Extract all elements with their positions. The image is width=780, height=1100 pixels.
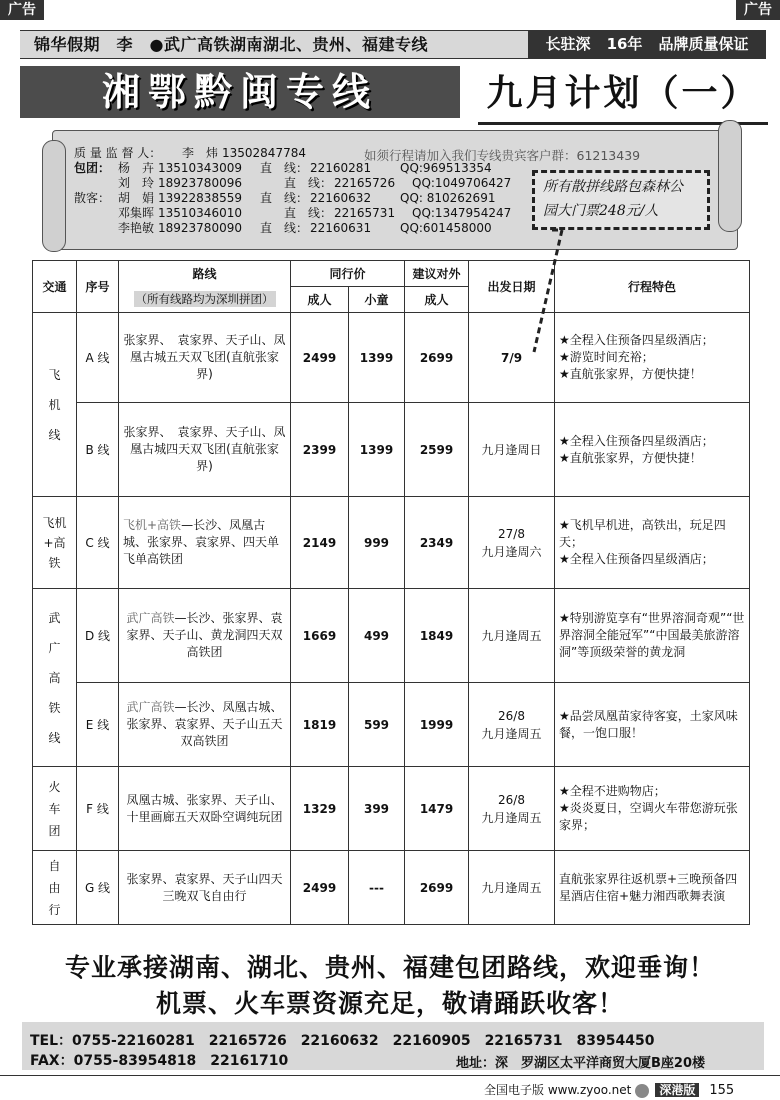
contact-qq: QQ: 810262691 bbox=[400, 191, 496, 205]
header-item-years: 16年 bbox=[606, 35, 643, 53]
adult-price: 2399 bbox=[291, 403, 349, 497]
banner-title: 湘鄂黔闽专线 bbox=[20, 66, 460, 118]
table-row bbox=[33, 403, 750, 497]
slogan-tickets: 机票、火车票资源充足，敬请踊跃收客！ bbox=[155, 989, 624, 1018]
adult-price: 2499 bbox=[291, 313, 349, 403]
scroll-curl-left bbox=[42, 140, 66, 252]
ticket-note-box bbox=[532, 170, 710, 230]
mode-text: 火车团 bbox=[48, 779, 61, 838]
route-text: —长沙、张家界、袁家界、天子山、黄龙洞四天双高铁团 bbox=[126, 611, 283, 659]
table-row bbox=[33, 589, 750, 683]
contact-name: 杨 卉 bbox=[118, 161, 155, 175]
child-price: --- bbox=[349, 851, 405, 925]
mode-cell bbox=[33, 589, 77, 767]
mode-cell bbox=[33, 313, 77, 497]
table-row bbox=[33, 851, 750, 925]
zyoo-logo-icon bbox=[635, 1084, 649, 1098]
child-price: 1399 bbox=[349, 313, 405, 403]
ad-tag-left: 广告 bbox=[0, 0, 44, 20]
route-cell: 张家界、袁家界、天子山四天三晚双飞自由行 bbox=[119, 851, 291, 925]
header-route-note bbox=[119, 287, 291, 313]
contact-phone: 13922838559 bbox=[158, 191, 242, 205]
date-line: 27/8 bbox=[498, 526, 525, 541]
feature-cell bbox=[555, 767, 750, 851]
feature-line: ★全程入住预备四星级酒店； bbox=[559, 333, 714, 347]
route-prefix: 飞机+高铁 bbox=[123, 518, 182, 532]
fax-line bbox=[30, 1050, 288, 1070]
adult-price: 1669 bbox=[291, 589, 349, 683]
route-text: —长沙、凤凰古城、张家界、袁家界、四天单飞单高铁团 bbox=[123, 518, 280, 566]
header-peer-price: 同行价 bbox=[291, 261, 405, 287]
adult-price: 1329 bbox=[291, 767, 349, 851]
mode-text: 飞机+高铁 bbox=[42, 515, 67, 570]
tel-number: 83954450 bbox=[576, 1033, 655, 1049]
header-child: 小童 bbox=[349, 287, 405, 313]
feature-cell bbox=[555, 403, 750, 497]
suggest-price: 1999 bbox=[405, 683, 469, 767]
route-cell bbox=[119, 497, 291, 589]
plan-title: 九月计划（一） bbox=[478, 66, 768, 125]
date-cell bbox=[469, 497, 555, 589]
contact-name: 邓集晖 bbox=[118, 206, 155, 220]
date-cell: 九月逢周五 bbox=[469, 589, 555, 683]
route-cell: 张家界、 袁家界、天子山、凤凰古城四天双飞团(直航张家界) bbox=[119, 403, 291, 497]
header-date: 出发日期 bbox=[469, 261, 555, 313]
contact-phone: 13510343009 bbox=[158, 161, 242, 175]
route-cell bbox=[119, 683, 291, 767]
contact-name: 刘 玲 bbox=[118, 176, 155, 190]
feature-cell bbox=[555, 851, 750, 925]
seq-cell: D 线 bbox=[77, 589, 119, 683]
contact-qq: QQ:1049706427 bbox=[412, 176, 512, 190]
header-item-resident: 长驻深 bbox=[545, 35, 591, 53]
seq-cell: A 线 bbox=[77, 313, 119, 403]
date-line: 26/8 bbox=[498, 792, 525, 807]
direct-label: 直 线： bbox=[260, 221, 309, 235]
child-price: 1399 bbox=[349, 403, 405, 497]
feature-line: ★品尝凤凰苗家待客宴，土家风味餐，一饱口服！ bbox=[559, 708, 738, 740]
contact-qq: QQ:601458000 bbox=[400, 221, 492, 235]
suggest-price: 2699 bbox=[405, 313, 469, 403]
feature-line: ★游览时间充裕； bbox=[559, 350, 654, 364]
seq-cell: E 线 bbox=[77, 683, 119, 767]
date-line: 九月逢周六 bbox=[481, 544, 542, 559]
table-row bbox=[33, 313, 750, 403]
contact-name: 胡 娟 bbox=[118, 191, 155, 205]
header-adult: 成人 bbox=[291, 287, 349, 313]
fax-number: 22161710 bbox=[210, 1053, 289, 1069]
contact-qq: QQ:1347954247 bbox=[412, 206, 512, 220]
child-price: 399 bbox=[349, 767, 405, 851]
feature-line: ★炎炎夏日，空调火车带您游玩张家界； bbox=[559, 801, 738, 832]
header-bar bbox=[20, 30, 766, 59]
contact-phone: 18923780090 bbox=[158, 221, 242, 235]
footer bbox=[484, 1081, 734, 1098]
tel-number: 22165731 bbox=[484, 1033, 563, 1049]
contact-name: 李 炜 bbox=[182, 146, 219, 160]
date-cell bbox=[469, 683, 555, 767]
route-text: —长沙、凤凰古城、张家界、袁家界、天子山五天双高铁团 bbox=[126, 700, 283, 748]
feature-line: ★直航张家界，方便快捷！ bbox=[559, 367, 702, 381]
ticket-note-line: 园大门票248元/人 bbox=[543, 203, 659, 219]
fax-label: FAX：0755-83954818 bbox=[30, 1053, 197, 1069]
slogan-charter: 专业承接湖南、湖北、贵州、福建包团路线，欢迎垂询！ bbox=[64, 953, 715, 982]
header-adult2: 成人 bbox=[405, 287, 469, 313]
suggest-price: 1479 bbox=[405, 767, 469, 851]
date-cell: 九月逢周日 bbox=[469, 403, 555, 497]
suggest-price: 2699 bbox=[405, 851, 469, 925]
contact-direct: 22165731 bbox=[334, 206, 396, 220]
route-cell bbox=[119, 589, 291, 683]
feature-line: ★全程入住预备四星级酒店； bbox=[559, 552, 714, 566]
seq-cell: G 线 bbox=[77, 851, 119, 925]
direct-label: 直 线： bbox=[260, 161, 309, 175]
child-price: 599 bbox=[349, 683, 405, 767]
feature-line: ★直航张家界，方便快捷！ bbox=[559, 450, 702, 465]
header-brand-box bbox=[528, 31, 766, 58]
adult-price: 2499 bbox=[291, 851, 349, 925]
mode-text: 武广高铁线 bbox=[48, 610, 61, 745]
contact-phone: 13502847784 bbox=[222, 146, 306, 160]
contact-phone: 13510346010 bbox=[158, 206, 242, 220]
contact-label: 散客： bbox=[74, 191, 111, 205]
ad-tag-right: 广告 bbox=[736, 0, 780, 20]
feature-cell bbox=[555, 497, 750, 589]
contact-label: 质 量 监 督 人： bbox=[74, 146, 162, 160]
seq-cell: F 线 bbox=[77, 767, 119, 851]
feature-line: ★特别游览享有“世界溶洞奇观”“世界溶洞全能冠军”“中国最美旅游溶洞”等顶级荣誉的黄龙洞 bbox=[559, 611, 745, 659]
tel-number: 22160632 bbox=[300, 1033, 379, 1049]
child-price: 499 bbox=[349, 589, 405, 683]
route-price-table bbox=[32, 260, 750, 925]
seq-cell: C 线 bbox=[77, 497, 119, 589]
ticket-note-line: 所有散拼线路包森林公 bbox=[543, 179, 683, 195]
table-row bbox=[33, 683, 750, 767]
mode-cell bbox=[33, 497, 77, 589]
suggest-price: 1849 bbox=[405, 589, 469, 683]
contact-name: 李艳敏 bbox=[118, 221, 155, 235]
contact-direct: 22160632 bbox=[310, 191, 372, 205]
route-prefix: 武广高铁 bbox=[126, 611, 175, 625]
date-line: 26/8 bbox=[498, 708, 525, 723]
contact-qq: QQ:969513354 bbox=[400, 161, 492, 175]
mode-cell bbox=[33, 851, 77, 925]
tel-number: 22160905 bbox=[392, 1033, 471, 1049]
adult-price: 2149 bbox=[291, 497, 349, 589]
contact-direct: 22165726 bbox=[334, 176, 396, 190]
direct-label: 直 线： bbox=[284, 206, 333, 220]
contact-phone: 18923780096 bbox=[158, 176, 242, 190]
contact-direct: 22160631 bbox=[310, 221, 372, 235]
footer-edition: 深港版 bbox=[655, 1083, 699, 1097]
route-cell: 凤凰古城、张家界、天子山、十里画廊五天双卧空调纯玩团 bbox=[119, 767, 291, 851]
header-title: 锦华假期 李 ●武广高铁湖南湖北、贵州、福建专线 bbox=[34, 35, 428, 54]
date-line: 九月逢周五 bbox=[481, 810, 542, 825]
address: 地址：深 罗湖区太平洋商贸大厦B座20楼 bbox=[456, 1056, 705, 1071]
feature-line: 直航张家界往返机票+三晚预备四星酒店住宿+魅力湘西歌舞表演 bbox=[559, 871, 738, 903]
header-route: 路线 bbox=[119, 261, 291, 287]
date-cell: 7/9 bbox=[469, 313, 555, 403]
page-number: 155 bbox=[709, 1083, 735, 1098]
tel-line bbox=[30, 1030, 654, 1050]
footer-site: 全国电子版 www.zyoo.net bbox=[484, 1083, 632, 1097]
mode-text: 自由行 bbox=[48, 858, 61, 917]
header-feature: 行程特色 bbox=[555, 261, 750, 313]
tel-number: 22165726 bbox=[208, 1033, 287, 1049]
date-cell: 九月逢周五 bbox=[469, 851, 555, 925]
date-cell bbox=[469, 767, 555, 851]
adult-price: 1819 bbox=[291, 683, 349, 767]
feature-cell bbox=[555, 589, 750, 683]
header-mode: 交通 bbox=[33, 261, 77, 313]
feature-cell bbox=[555, 683, 750, 767]
date-line: 九月逢周五 bbox=[481, 726, 542, 741]
header-suggest-price: 建议对外 bbox=[405, 261, 469, 287]
seq-cell: B 线 bbox=[77, 403, 119, 497]
feature-cell bbox=[555, 313, 750, 403]
table-row bbox=[33, 767, 750, 851]
scroll-curl-right bbox=[718, 120, 742, 232]
child-price: 999 bbox=[349, 497, 405, 589]
footer-divider bbox=[0, 1075, 780, 1076]
contact-direct: 22160281 bbox=[310, 161, 372, 175]
route-note-text: （所有线路均为深圳拼团） bbox=[135, 292, 274, 307]
vip-group-text: 如须行程请加入我们专线贵宾客户群：61213439 bbox=[364, 148, 641, 163]
tel-label: TEL：0755-22160281 bbox=[30, 1033, 195, 1049]
header-seq: 序号 bbox=[77, 261, 119, 313]
suggest-price: 2349 bbox=[405, 497, 469, 589]
feature-line: ★飞机早机进，高铁出，玩足四天； bbox=[559, 518, 726, 549]
suggest-price: 2599 bbox=[405, 403, 469, 497]
direct-label: 直 线： bbox=[260, 191, 309, 205]
mode-text: 飞机线 bbox=[48, 367, 61, 442]
mode-cell bbox=[33, 767, 77, 851]
table-row bbox=[33, 497, 750, 589]
header-item-quality: 品牌质量保证 bbox=[658, 35, 749, 53]
feature-line: ★全程入住预备四星级酒店； bbox=[559, 433, 714, 448]
feature-line: ★全程不进购物店； bbox=[559, 784, 666, 798]
route-cell: 张家界、 袁家界、天子山、凤凰古城五天双飞团(直航张家界) bbox=[119, 313, 291, 403]
direct-label: 直 线： bbox=[284, 176, 333, 190]
route-prefix: 武广高铁 bbox=[126, 700, 175, 714]
contact-label: 包团： bbox=[74, 161, 111, 175]
